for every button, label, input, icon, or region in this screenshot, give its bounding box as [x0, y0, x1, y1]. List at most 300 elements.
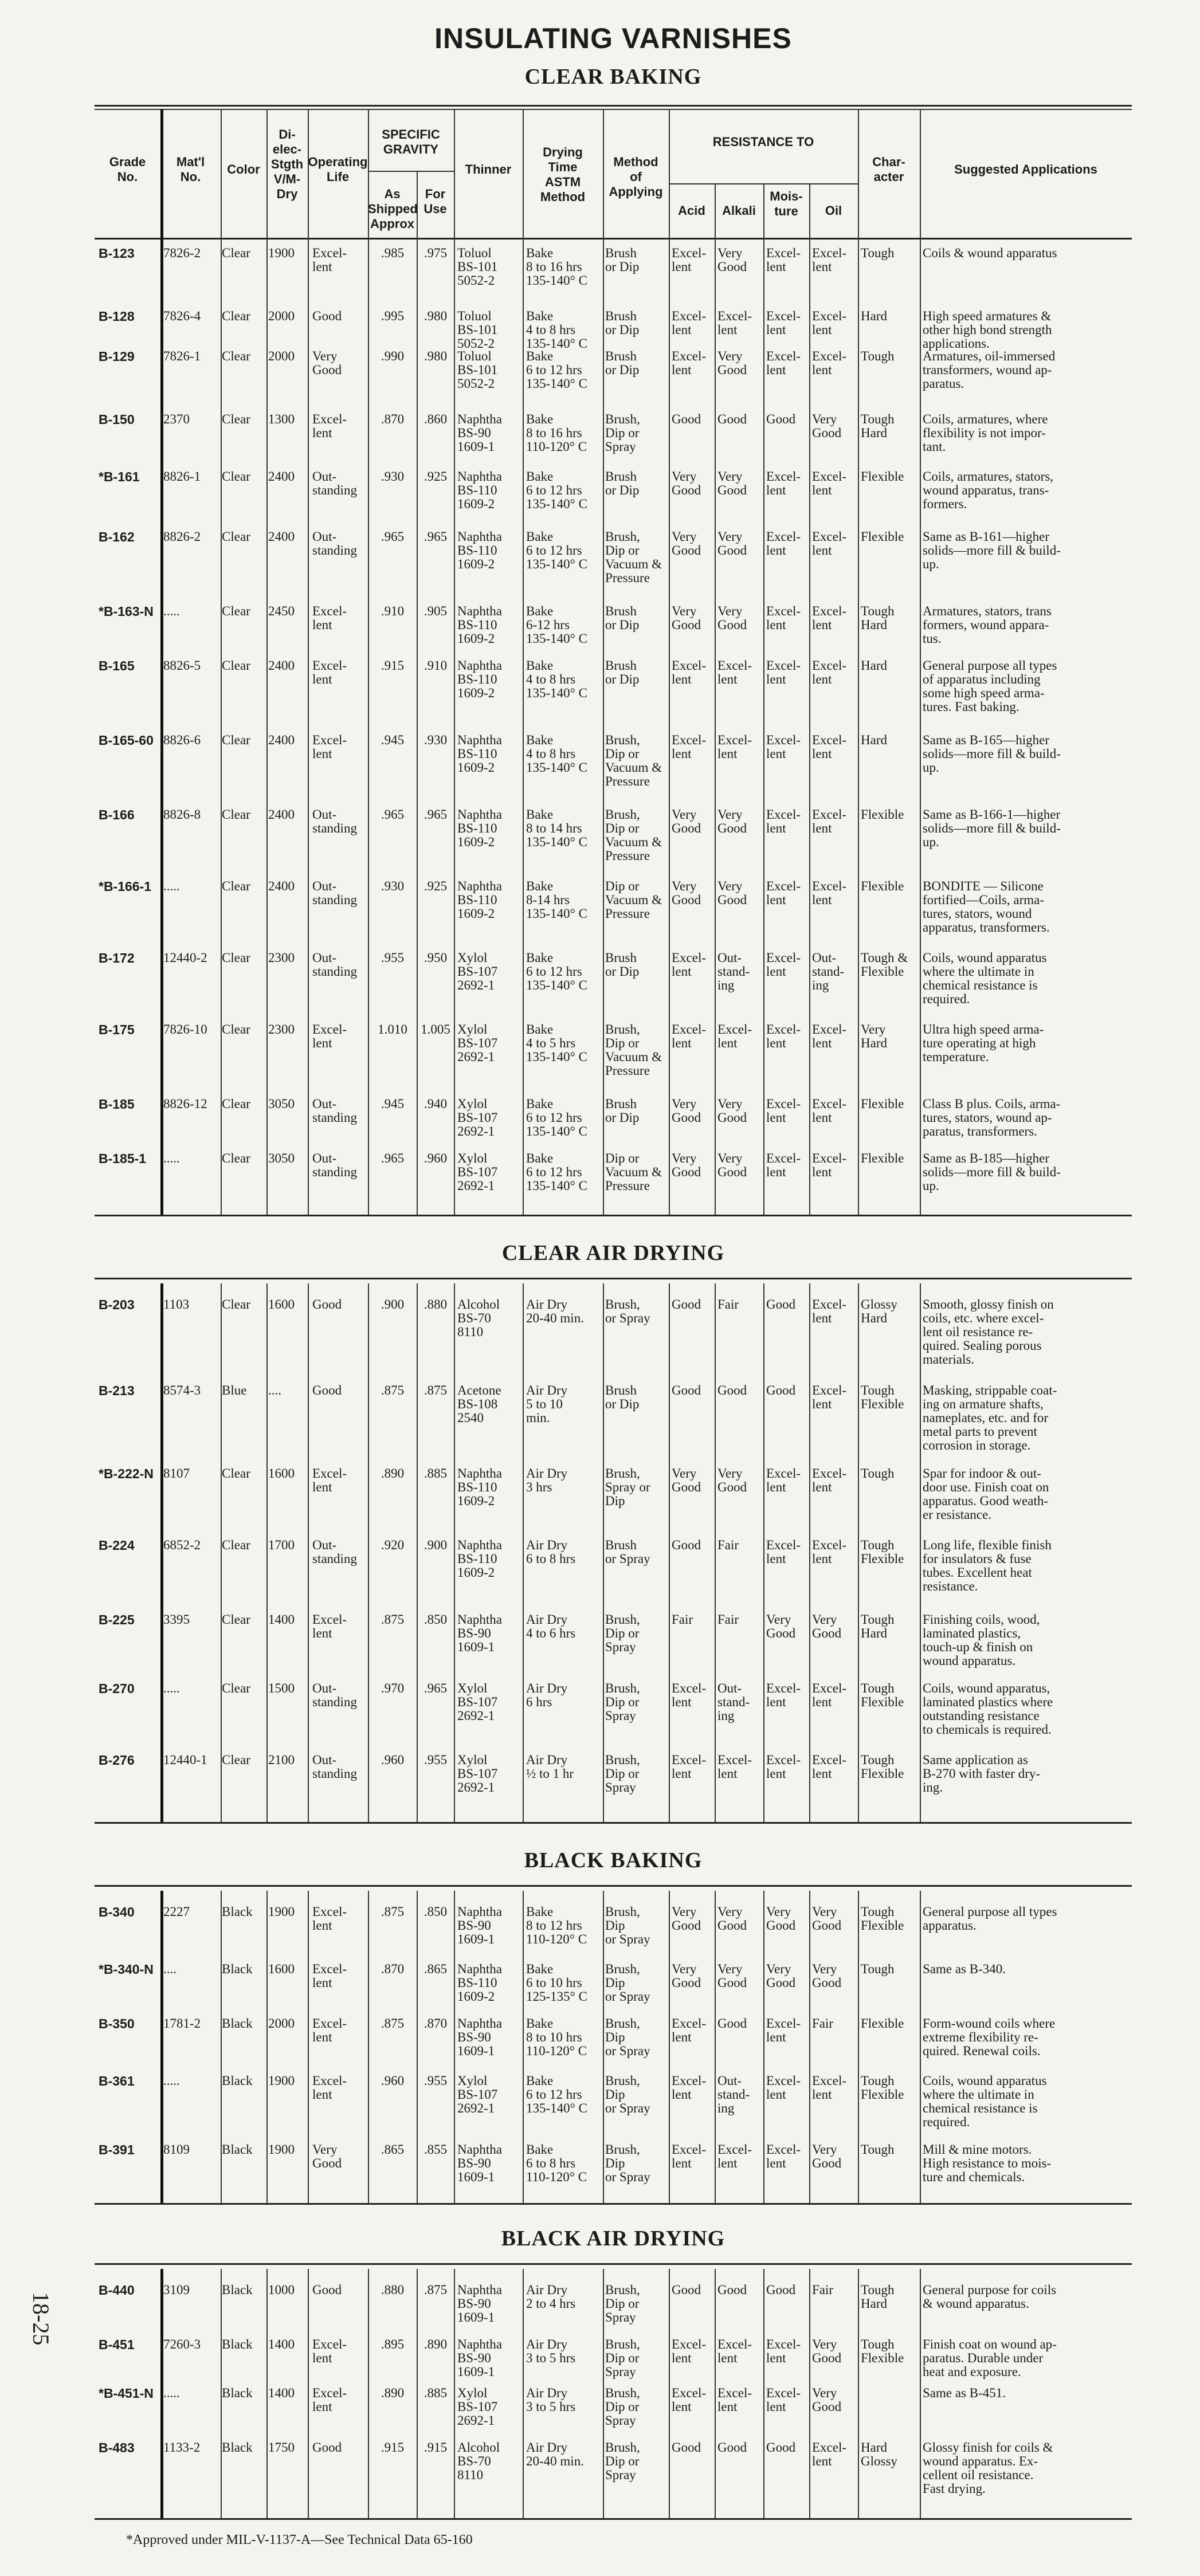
cell-ship: 1.010	[378, 1022, 407, 1036]
cell-oil: Very Good	[812, 1904, 842, 1933]
cell-alkali: Excel- lent	[717, 2142, 752, 2170]
cell-grade: B-129	[99, 349, 135, 364]
cell-ship: .995	[381, 309, 405, 323]
cell-dry: Air Dry 6 to 8 hrs	[526, 1538, 576, 1566]
cell-use: .965	[423, 1681, 448, 1695]
cell-matl: .....	[163, 1681, 180, 1695]
section-title: BLACK BAKING	[524, 1848, 703, 1872]
cell-apps: Same as B-185—higher solids—more fill & build- up.	[923, 1151, 1061, 1193]
cell-dry: Air Dry 20-40 min.	[526, 1297, 584, 1325]
cell-grade: B-165	[99, 658, 135, 673]
cell-apps: Same as B-451.	[923, 2386, 1006, 2400]
cell-life: Good	[312, 2440, 342, 2455]
cell-dry: Bake 8 to 12 hrs 110-120° C	[526, 1904, 587, 1946]
column-divider	[809, 1283, 810, 1822]
cell-acid: Excel- lent	[672, 1753, 707, 1781]
cell-color: Clear	[222, 469, 250, 484]
cell-color: Black	[222, 2386, 253, 2400]
cell-oil: Very Good	[812, 1612, 842, 1640]
cell-thinner: Naphtha BS-110 1609-2	[457, 1466, 502, 1508]
cell-use: .980	[423, 349, 448, 363]
column-divider	[809, 238, 810, 1215]
cell-dielec: 1900	[268, 246, 295, 260]
cell-dielec: ....	[268, 1383, 281, 1397]
cell-acid: Excel- lent	[672, 951, 707, 979]
cell-oil: Fair	[812, 2283, 834, 2297]
cell-alkali: Very Good	[717, 349, 747, 377]
cell-method: Brush, Dip or Vacuum & Pressure	[605, 807, 662, 863]
cell-matl: 7826-4	[163, 309, 201, 323]
column-divider	[523, 238, 524, 1215]
cell-dry: Bake 4 to 8 hrs 135-140° C	[526, 309, 587, 351]
cell-ship: .965	[381, 529, 405, 544]
cell-grade: B-123	[99, 246, 135, 261]
cell-dielec: 2400	[268, 879, 295, 893]
column-divider	[454, 2269, 455, 2518]
cell-color: Black	[222, 2016, 253, 2031]
cell-acid: Good	[672, 1383, 701, 1397]
cell-grade: B-440	[99, 2283, 135, 2298]
cell-dry: Bake 6 to 12 hrs 135-140° C	[526, 529, 587, 571]
cell-use: .890	[423, 2337, 448, 2351]
cell-dielec: 1600	[268, 1297, 295, 1311]
cell-method: Brush or Dip	[605, 951, 640, 979]
cell-dry: Bake 6-12 hrs 135-140° C	[526, 604, 587, 646]
cell-apps: BONDITE — Silicone fortified—Coils, arma- tures, stators, wound apparatus, transformers.	[923, 879, 1050, 934]
cell-apps: Finishing coils, wood, laminated plastics, touch-up & finish on wound apparatus.	[923, 1612, 1040, 1668]
header-operating-life: Operating Life	[308, 155, 368, 184]
cell-grade: B-203	[99, 1297, 135, 1312]
cell-color: Clear	[222, 349, 250, 363]
column-divider	[920, 109, 921, 238]
column-divider	[858, 238, 859, 1215]
cell-color: Clear	[222, 604, 250, 618]
cell-color: Clear	[222, 1753, 250, 1767]
cell-alkali: Excel- lent	[717, 309, 752, 337]
cell-apps: Same as B-340.	[923, 1962, 1006, 1976]
cell-method: Brush, Dip or Spray	[605, 412, 640, 454]
cell-apps: Same as B-161—higher solids—more fill & build- up.	[923, 529, 1061, 571]
cell-thinner: Naphtha BS-90 1609-1	[457, 2016, 502, 2058]
cell-method: Brush, Dip or Spray	[605, 2142, 650, 2184]
cell-oil: Excel- lent	[812, 1681, 847, 1709]
cell-dielec: 2300	[268, 951, 295, 965]
cell-oil: Excel- lent	[812, 1022, 847, 1050]
cell-oil: Excel- lent	[812, 604, 847, 632]
cell-dielec: 2400	[268, 733, 295, 747]
cell-matl: 7826-1	[163, 349, 201, 363]
column-divider	[763, 2269, 764, 2518]
cell-dry: Bake 6 to 12 hrs 135-140° C	[526, 349, 587, 391]
column-divider	[160, 109, 163, 238]
cell-oil: Excel- lent	[812, 349, 847, 377]
cell-dry: Air Dry 3 to 5 hrs	[526, 2386, 576, 2414]
cell-color: Clear	[222, 1151, 250, 1165]
cell-apps: Coils, wound apparatus where the ultimate in chemical resistance is required.	[923, 951, 1047, 1006]
cell-ship: .875	[381, 1904, 405, 1919]
column-divider	[308, 1891, 309, 2203]
page-number: 18-25	[28, 2292, 54, 2346]
cell-apps: Long life, flexible finish for insulators & fuse tubes. Excellent heat resistance.	[923, 1538, 1052, 1593]
section-bottom-rule	[95, 1822, 1132, 1824]
cell-dielec: 2000	[268, 309, 295, 323]
column-divider	[368, 1283, 369, 1822]
cell-use: .855	[423, 2142, 448, 2157]
cell-life: Excel- lent	[312, 2074, 347, 2102]
cell-ship: .895	[381, 2337, 405, 2351]
cell-dielec: 1400	[268, 1612, 295, 1627]
cell-acid: Good	[672, 1538, 701, 1552]
column-divider	[368, 1891, 369, 2203]
cell-dielec: 2400	[268, 469, 295, 484]
cell-oil: Excel- lent	[812, 733, 847, 761]
cell-acid: Excel- lent	[672, 2337, 707, 2365]
cell-method: Brush, Dip or Spray	[605, 2337, 640, 2379]
cell-grade: B-162	[99, 529, 135, 544]
cell-alkali: Excel- lent	[717, 1022, 752, 1050]
cell-color: Blue	[222, 1383, 247, 1397]
cell-acid: Excel- lent	[672, 2016, 707, 2044]
cell-alkali: Fair	[717, 1612, 739, 1627]
cell-apps: Same as B-165—higher solids—more fill & build- up.	[923, 733, 1061, 775]
cell-apps: Armatures, oil-immersed transformers, wound ap- paratus.	[923, 349, 1056, 391]
cell-life: Out- standing	[312, 1538, 357, 1566]
cell-life: Excel- lent	[312, 1904, 347, 1933]
cell-life: Good	[312, 1297, 342, 1311]
cell-use: .950	[423, 951, 448, 965]
cell-use: .900	[423, 1538, 448, 1552]
cell-apps: Form-wound coils where extreme flexibility re- quired. Renewal coils.	[923, 2016, 1056, 2058]
cell-dry: Bake 6 to 10 hrs 125-135° C	[526, 1962, 587, 2004]
cell-char: Tough Hard	[861, 412, 895, 440]
cell-matl: 2370	[163, 412, 190, 426]
column-divider	[603, 238, 604, 1215]
cell-alkali: Very Good	[717, 1466, 747, 1494]
cell-acid: Very Good	[672, 469, 701, 497]
footnote: *Approved under MIL-V-1137-A—See Technical Data 65-160	[126, 2532, 473, 2547]
header-matl: Mat'l No.	[176, 155, 205, 184]
cell-use: .880	[423, 1297, 448, 1311]
cell-oil: Excel- lent	[812, 1097, 847, 1125]
cell-acid: Very Good	[672, 1904, 701, 1933]
cell-matl: 7826-10	[163, 1022, 207, 1036]
cell-thinner: Alcohol BS-70 8110	[457, 2440, 500, 2482]
cell-alkali: Out- stand- ing	[717, 1681, 750, 1723]
cell-method: Brush, Dip or Vacuum & Pressure	[605, 733, 662, 788]
cell-thinner: Xylol BS-107 2692-1	[457, 1681, 498, 1723]
cell-thinner: Toluol BS-101 5052-2	[457, 309, 498, 351]
cell-life: Out- standing	[312, 529, 357, 557]
cell-use: .850	[423, 1612, 448, 1627]
cell-moist: Good	[766, 2283, 796, 2297]
cell-moist: Excel- lent	[766, 2016, 801, 2044]
cell-acid: Excel- lent	[672, 2386, 707, 2414]
cell-char: Tough Hard	[861, 604, 895, 632]
cell-char: Tough Flexible	[861, 2074, 904, 2102]
cell-grade: *B-340-N	[99, 1962, 154, 1977]
cell-matl: .....	[163, 1151, 180, 1165]
header-acid: Acid	[678, 203, 705, 218]
cell-acid: Very Good	[672, 529, 701, 557]
cell-grade: B-391	[99, 2142, 135, 2157]
cell-dry: Bake 4 to 5 hrs 135-140° C	[526, 1022, 587, 1064]
cell-use: .925	[423, 469, 448, 484]
header-dielectric: Di- elec- Stgth V/M- Dry	[270, 127, 304, 201]
cell-moist: Excel- lent	[766, 733, 801, 761]
cell-matl: 7826-2	[163, 246, 201, 260]
cell-char: Very Hard	[861, 1022, 887, 1050]
cell-moist: Excel- lent	[766, 1097, 801, 1125]
cell-apps: Coils, wound apparatus where the ultimate in chemical resistance is required.	[923, 2074, 1047, 2129]
cell-matl: 6852-2	[163, 1538, 201, 1552]
cell-grade: B-166	[99, 807, 135, 822]
cell-dielec: 2450	[268, 604, 295, 618]
cell-thinner: Naphtha BS-110 1609-2	[457, 658, 502, 700]
cell-method: Brush, Dip or Vacuum & Pressure	[605, 529, 662, 585]
cell-acid: Very Good	[672, 1097, 701, 1125]
cell-oil: Excel- lent	[812, 1383, 847, 1411]
cell-life: Excel- lent	[312, 658, 347, 686]
header-specific-gravity: SPECIFIC GRAVITY	[382, 127, 440, 156]
cell-acid: Very Good	[672, 1466, 701, 1494]
cell-char: Tough	[861, 349, 895, 363]
cell-char: Flexible	[861, 1097, 904, 1111]
cell-acid: Very Good	[672, 1151, 701, 1179]
cell-dry: Air Dry ½ to 1 hr	[526, 1753, 574, 1781]
cell-alkali: Good	[717, 1383, 747, 1397]
cell-thinner: Xylol BS-107 2692-1	[457, 2074, 498, 2115]
cell-use: .980	[423, 309, 448, 323]
cell-acid: Excel- lent	[672, 2142, 707, 2170]
cell-dielec: 1000	[268, 2283, 295, 2297]
cell-life: Excel- lent	[312, 2016, 347, 2044]
cell-grade: B-185	[99, 1097, 135, 1112]
cell-grade: B-350	[99, 2016, 135, 2031]
header-thinner: Thinner	[465, 162, 512, 176]
cell-ship: .960	[381, 1753, 405, 1767]
cell-life: Excel- lent	[312, 2337, 347, 2365]
cell-acid: Good	[672, 1297, 701, 1311]
cell-use: .875	[423, 1383, 448, 1397]
cell-acid: Excel- lent	[672, 1681, 707, 1709]
cell-dielec: 1500	[268, 1681, 295, 1695]
cell-dry: Bake 6 to 12 hrs 135-140° C	[526, 1151, 587, 1193]
cell-alkali: Good	[717, 2016, 747, 2031]
cell-thinner: Naphtha BS-90 1609-1	[457, 2337, 502, 2379]
cell-ship: .920	[381, 1538, 405, 1552]
cell-thinner: Naphtha BS-110 1609-2	[457, 807, 502, 849]
cell-char: Flexible	[861, 807, 904, 822]
cell-life: Excel- lent	[312, 733, 347, 761]
cell-method: Brush, Dip or Spray	[605, 2283, 640, 2324]
cell-thinner: Xylol BS-107 2692-1	[457, 2386, 498, 2428]
cell-alkali: Excel- lent	[717, 1753, 752, 1781]
cell-thinner: Xylol BS-107 2692-1	[457, 951, 498, 992]
cell-apps: Mill & mine motors. High resistance to mois- ture and chemicals.	[923, 2142, 1052, 2184]
cell-use: .930	[423, 733, 448, 747]
cell-char: Flexible	[861, 1151, 904, 1165]
cell-acid: Excel- lent	[672, 2074, 707, 2102]
cell-alkali: Very Good	[717, 246, 747, 274]
header-bottom-rule	[95, 238, 1132, 239]
cell-method: Brush or Dip	[605, 658, 640, 686]
section-title: CLEAR BAKING	[524, 65, 702, 89]
cell-oil: Excel- lent	[812, 658, 847, 686]
cell-char: Hard	[861, 309, 887, 323]
cell-color: Clear	[222, 246, 250, 260]
cell-moist: Very Good	[766, 1904, 796, 1933]
cell-use: .925	[423, 879, 448, 893]
cell-grade: B-165-60	[99, 733, 154, 748]
cell-method: Brush, Dip or Spray	[605, 2440, 640, 2482]
cell-use: .910	[423, 658, 448, 673]
cell-life: Good	[312, 309, 342, 323]
cell-dry: Bake 8 to 16 hrs 135-140° C	[526, 246, 587, 288]
cell-apps: Coils, wound apparatus, laminated plastics where outstanding resistance to chemicals is required.	[923, 1681, 1053, 1737]
cell-dry: Air Dry 2 to 4 hrs	[526, 2283, 576, 2311]
cell-moist: Excel- lent	[766, 2386, 801, 2414]
cell-char: Hard	[861, 658, 887, 673]
cell-oil: Very Good	[812, 1962, 842, 1990]
cell-alkali: Very Good	[717, 1962, 747, 1990]
cell-thinner: Naphtha BS-110 1609-2	[457, 604, 502, 646]
column-divider	[368, 109, 369, 238]
cell-color: Clear	[222, 1466, 250, 1481]
cell-acid: Excel- lent	[672, 1022, 707, 1050]
cell-char: Hard Glossy	[861, 2440, 897, 2468]
cell-dry: Bake 4 to 8 hrs 135-140° C	[526, 733, 587, 775]
column-divider	[669, 2269, 670, 2518]
cell-grade: B-483	[99, 2440, 135, 2455]
cell-moist: Good	[766, 412, 796, 426]
column-divider	[763, 183, 764, 238]
cell-dielec: 1600	[268, 1962, 295, 1976]
cell-apps: Masking, strippable coat- ing on armature shafts, nameplates, etc. and for metal parts to prevent corrosion in storage.	[923, 1383, 1057, 1452]
cell-use: .885	[423, 1466, 448, 1481]
column-divider	[368, 238, 369, 1215]
cell-char: Tough Flexible	[861, 1681, 904, 1709]
header-subrule-gravity	[368, 171, 454, 172]
cell-dielec: 3050	[268, 1097, 295, 1111]
cell-char: Hard	[861, 733, 887, 747]
cell-alkali: Fair	[717, 1538, 739, 1552]
cell-life: Out- standing	[312, 807, 357, 835]
cell-moist: Very Good	[766, 1612, 796, 1640]
cell-moist: Excel- lent	[766, 879, 801, 907]
cell-dry: Bake 8 to 10 hrs 110-120° C	[526, 2016, 587, 2058]
cell-dry: Air Dry 5 to 10 min.	[526, 1383, 568, 1425]
cell-use: .885	[423, 2386, 448, 2400]
cell-char: Flexible	[861, 2016, 904, 2031]
cell-grade: B-361	[99, 2074, 135, 2088]
column-divider	[160, 1283, 163, 1822]
cell-char: Tough Flexible	[861, 1753, 904, 1781]
header-color: Color	[227, 162, 260, 176]
cell-thinner: Toluol BS-101 5052-2	[457, 349, 498, 391]
cell-use: .960	[423, 1151, 448, 1165]
cell-acid: Excel- lent	[672, 246, 707, 274]
cell-moist: Excel- lent	[766, 2142, 801, 2170]
cell-life: Out- standing	[312, 951, 357, 979]
column-divider	[715, 183, 716, 238]
cell-char: Tough & Flexible	[861, 951, 908, 979]
column-divider	[308, 109, 309, 238]
cell-thinner: Naphtha BS-90 1609-1	[457, 1904, 502, 1946]
column-divider	[454, 109, 455, 238]
cell-use: .870	[423, 2016, 448, 2031]
cell-life: Out- standing	[312, 1681, 357, 1709]
cell-use: .905	[423, 604, 448, 618]
cell-apps: Glossy finish for coils & wound apparatus. Ex- cellent oil resistance. Fast drying.	[923, 2440, 1053, 2496]
cell-method: Brush or Dip	[605, 1097, 640, 1125]
cell-grade: *B-451-N	[99, 2386, 154, 2401]
cell-life: Excel- lent	[312, 1466, 347, 1494]
cell-grade: B-451	[99, 2337, 135, 2352]
section-bottom-rule	[95, 2518, 1132, 2520]
cell-dry: Air Dry 4 to 6 hrs	[526, 1612, 576, 1640]
cell-moist: Excel- lent	[766, 309, 801, 337]
cell-dielec: 2100	[268, 1753, 295, 1767]
cell-thinner: Xylol BS-107 2692-1	[457, 1753, 498, 1794]
cell-thinner: Xylol BS-107 2692-1	[457, 1097, 498, 1138]
cell-moist: Good	[766, 1297, 796, 1311]
cell-moist: Excel- lent	[766, 2074, 801, 2102]
cell-grade: B-340	[99, 1904, 135, 1919]
cell-grade: B-128	[99, 309, 135, 324]
cell-color: Clear	[222, 1538, 250, 1552]
cell-thinner: Naphtha BS-110 1609-2	[457, 469, 502, 511]
cell-method: Brush or Dip	[605, 246, 640, 274]
cell-apps: Class B plus. Coils, arma- tures, stators, wound ap- paratus, transformers.	[923, 1097, 1061, 1138]
column-divider	[454, 1891, 455, 2203]
cell-method: Brush or Spray	[605, 1538, 650, 1566]
cell-color: Clear	[222, 879, 250, 893]
header-top-rule	[95, 105, 1132, 107]
cell-grade: B-224	[99, 1538, 135, 1553]
column-divider	[715, 1283, 716, 1822]
cell-color: Clear	[222, 1297, 250, 1311]
cell-ship: .870	[381, 412, 405, 426]
cell-dielec: 2400	[268, 658, 295, 673]
cell-grade: B-225	[99, 1612, 135, 1627]
cell-thinner: Naphtha BS-110 1609-2	[457, 1962, 502, 2004]
cell-dielec: 1400	[268, 2386, 295, 2400]
cell-ship: .875	[381, 1383, 405, 1397]
cell-ship: .870	[381, 1962, 405, 1976]
cell-dry: Air Dry 20-40 min.	[526, 2440, 584, 2468]
cell-thinner: Xylol BS-107 2692-1	[457, 1022, 498, 1064]
cell-color: Clear	[222, 412, 250, 426]
cell-alkali: Very Good	[717, 1151, 747, 1179]
cell-oil: Fair	[812, 2016, 834, 2031]
cell-method: Brush, Dip or Vacuum & Pressure	[605, 1022, 662, 1078]
cell-acid: Good	[672, 412, 701, 426]
cell-oil: Excel- lent	[812, 1151, 847, 1179]
cell-char: Tough	[861, 246, 895, 260]
column-divider	[454, 1283, 455, 1822]
column-divider	[221, 109, 222, 238]
header-moisture: Mois- ture	[770, 189, 803, 218]
cell-use: .940	[423, 1097, 448, 1111]
cell-apps: Finish coat on wound ap- paratus. Durable under heat and exposure.	[923, 2337, 1057, 2379]
cell-oil: Excel- lent	[812, 246, 847, 274]
cell-use: .975	[423, 246, 448, 260]
cell-life: Excel- lent	[312, 2386, 347, 2414]
column-divider	[920, 2269, 921, 2518]
cell-moist: Excel- lent	[766, 951, 801, 979]
cell-alkali: Good	[717, 412, 747, 426]
section-bottom-rule	[95, 2203, 1132, 2205]
